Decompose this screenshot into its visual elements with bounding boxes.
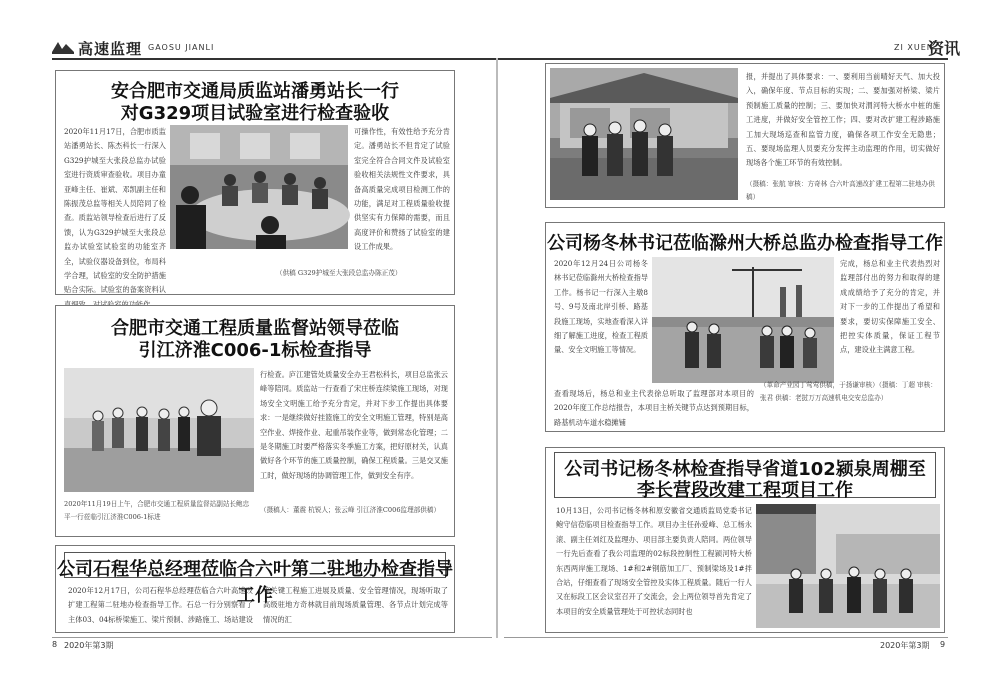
- article-caption: （摄稿人：董震 杭锐人；张云峰 引江济淮C006监理部供稿）: [260, 506, 441, 514]
- article-body: 2020年12月17日，公司石程华总经理莅临合六叶高速改扩建工程第二驻地办检查指导工作。石总一行分别察看了主体03、04标桥梁施工、梁片预制、涉路施工、场站建设等关键工程施工进展及质量、安全管理情况，现场听取了高级驻地方奇林就目前现场质量管理、各节点计划完成等情况的汇: [68, 586, 448, 624]
- article-g329-lab-inspection: [55, 70, 455, 295]
- article-title: 公司石程华总经理莅临合六叶第二驻地办检查指导工作: [57, 559, 453, 606]
- article-hefei-luan-inspection: [55, 545, 455, 633]
- article-body-left: 2020年11月17日，合肥市质监站潘勇站长、陈杰科长一行深入G329护城至大张段总监办试验室进行资质审查验收。项目办童亚峰主任、崔斌、邓凯副主任和陈振茂总监等相关人员陪同了检查。质监站领导检查后进行了反馈，认为G329护城至大张段总监办试验室试验室的功能室齐全，试验仪器设备到位，布局科学合理，试验室的安全防护措施贴合实际。试验室的备案资料认: [64, 127, 166, 295]
- article-provincial-road-102: [545, 447, 945, 633]
- photo-meeting-room: [170, 125, 348, 249]
- magazine-brand: 高速监理: [78, 40, 143, 58]
- section-name-en: ZI XUEN: [894, 43, 934, 52]
- article-title-line1: 合肥市交通工程质量监督站领导莅临: [111, 318, 399, 339]
- article-body: 报，并提出了具体要求：一、要利用当前晴好天气、加大投入，确保年度、节点目标的实现；二、要加强对桥梁、梁片预制施工质量的控制；三、要加快对渭河特大桥水中桩的施工进度，并做好安全管控工作；四、要对改扩建工程涉路施工加大现场巡查和监管力度，确保各项工作安全无隐患；五、要现场监理人员要充分发挥主动监理的作用，切实做好现场各个施工环节的有效控制。: [746, 72, 940, 168]
- article-title-line2: 引江济淮C006-1标检查指导: [138, 340, 372, 361]
- photo-road-site-visit: [756, 504, 940, 628]
- photo-bridge-site-visit: [64, 368, 254, 492]
- article-body: 10月13日，公司书记杨冬林和原安徽省交通质监局党委书记鲍守信莅临项目检查指导工作。项目办主任孙爱峰、总工杨永滚、副主任刘红及监理办、项目部主要负责人陪同。两位领导一行先后查看了我公司监理的02标段控制性工程颍河特大桥东西两岸施工现场、1#和2#钢筋加工厂、预制梁场及1#拌合站，仔细查看了现场安全管控及实体工程质量。随后一行人又在标段工区会议室召开了交流会，会上两位领导首先肯定了本项目的安全质量管理处于可控状态同时也: [556, 506, 752, 616]
- article-title-line1: 安合肥市交通局质监站潘勇站长一行: [111, 81, 399, 102]
- footer-divider-left: [52, 637, 492, 638]
- spine-divider: [496, 58, 498, 638]
- photo-factory-site: [550, 68, 738, 200]
- page-number-left: 8: [52, 640, 58, 649]
- article-body-left: 2020年12月24日公司杨冬林书记莅临滁州大桥检查指导工作。杨书记一行深入主墩8号、9号及南北岸引桥、路基段施工现场，实地查看深入详细了解施工进度，检查工程质量、安全文明施工等情况。: [554, 259, 648, 355]
- magazine-brand-en: GAOSU JIANLI: [148, 43, 215, 52]
- article-body-right: 完成，杨总和业主代表热烈对监理部付出的努力和取得的建成成绩给予了充分的肯定，并对下一步的工作提出了希望和要求，要切实保障施工安全、把控实体质量，保证工程节点，建设业主满意工程。: [840, 259, 940, 355]
- photo-bridge-construction: [652, 257, 834, 383]
- header-divider: [52, 58, 948, 60]
- article-title-line2: 李长营段改建工程项目工作: [637, 480, 853, 501]
- article-caption: （革命产业园丁莺莺供稿，于扬谦审核）（摄稿：丁超 审核：张君 供稿：老挝万万高速机电交安总监办）: [760, 381, 937, 402]
- logo-icon: [52, 40, 74, 54]
- article-title: 公司杨冬林书记莅临滁州大桥总监办检查指导工作: [547, 233, 943, 254]
- page-number-right: 9: [940, 640, 946, 649]
- article-caption: （供稿 G329护城至大张段总监办陈正茂）: [276, 269, 402, 277]
- issue-label-right: 2020年第3期: [880, 641, 930, 650]
- page-header: [0, 0, 1000, 60]
- footer-divider-right: [504, 637, 948, 638]
- photo-caption-left: 2020年11月19日上午，合肥市交通工程质量监督站副站长鲍忠平一行莅临引江济淮C006-1标进: [64, 500, 250, 521]
- article-body-bottom: 查看现场后，杨总和业主代表徐总听取了监理部对本项目的2020年度工作总结报告，本项目主桥关键节点达到预期目标，路基机动车道水稳摊铺: [554, 389, 754, 427]
- article-body-right: 行检查。庐江建管处质量安全办王君松科长，项目总监张云峰等陪同。质监站一行查看了宋庄桥连续梁施工现场，对现场安全文明施工给予充分肯定，并对下步工作提出具体要求：一是继续做好挂篮施工的安全文明施工管理，特别是高空作业、焊接作业、起重吊装作业等，做到常态化管理；二是冬期施工时要严格落实冬季施工方案，把好原材关，认真做好各个环节的施工质量控制，确保工程质量。三是交叉施工时，做好现场的协调管理工作，做到安全有序。: [260, 370, 448, 480]
- article-body-right: 可操作性，有效性给予充分肯定。潘勇站长不但肯定了试验室完全符合合同文件及试验室验收相关法规性文件要求，具备高质量完成项目检测工作的功能，满足对工程质量验收提供坚实有力保障的需要，而且高度评价和赞扬了试验室的建设工作成果。: [354, 127, 450, 252]
- article-title-line2: 对G329项目试验室进行检查验收: [120, 103, 390, 124]
- section-title: 资讯: [928, 39, 961, 58]
- article-hefei-luan-continued: [545, 63, 945, 208]
- issue-label-left: 2020年第3期: [64, 641, 114, 650]
- article-title-line1: 公司书记杨冬林检查指导省道102颍泉周棚至: [564, 459, 926, 480]
- article-c006-inspection: [55, 305, 455, 537]
- article-caption: （摄稿：张航 审核：方奇林 合六叶高速改扩建工程第二驻地办供稿）: [746, 180, 935, 201]
- article-chuzhou-bridge-inspection: [545, 222, 945, 432]
